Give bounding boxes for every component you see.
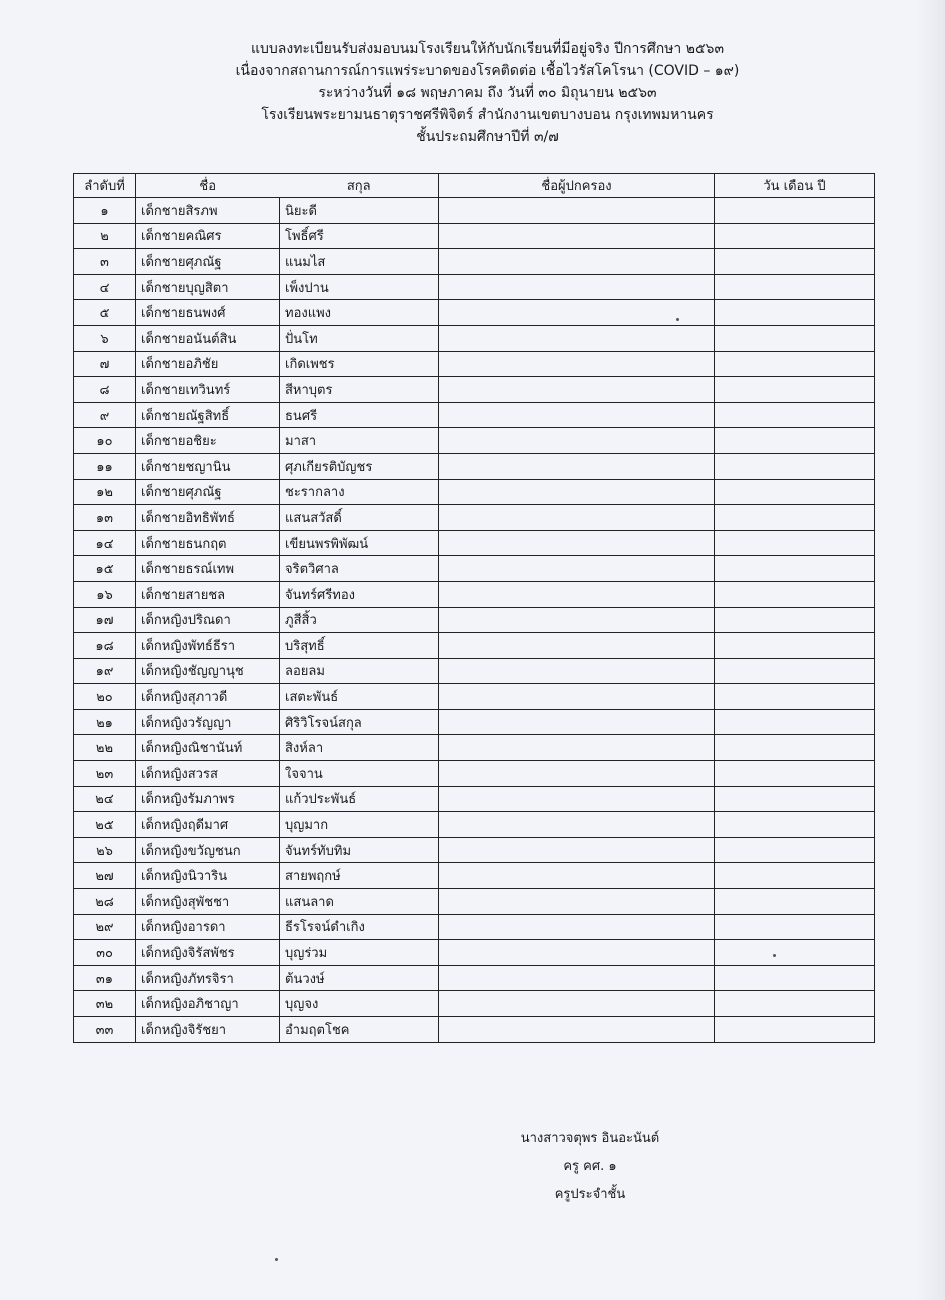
column-header-first-name: ชื่อ [136,174,280,198]
guardian-name-cell [439,377,715,403]
table-row [74,735,875,761]
table-row [74,991,875,1017]
header-school: โรงเรียนพระยามนธาตุราชศรีพิจิตร์ สำนักงานเขตบางบอน กรุงเทพมหานคร [261,107,714,123]
table-row [74,863,875,889]
signature-block [470,1125,710,1209]
column-header-date: วัน เดือน ปี [715,174,875,198]
date-cell [715,325,875,351]
first-name-cell: เด็กชายบุญสิตา [136,274,280,300]
row-number-cell: ๓ [74,249,136,275]
date-cell [715,274,875,300]
header-period: ระหว่างวันที่ ๑๘ พฤษภาคม ถึง วันที่ ๓๐ มิถุนายน ๒๕๖๓ [318,85,657,101]
first-name-cell: เด็กหญิงสวรส [136,761,280,787]
scan-speck [676,318,679,321]
table-row [74,198,875,224]
row-number-cell: ๒๔ [74,786,136,812]
guardian-name-cell [439,812,715,838]
row-number-cell: ๒๒ [74,735,136,761]
table-row [74,1017,875,1043]
row-number-cell: ๒๗ [74,863,136,889]
surname-cell: ปั่นโท [280,325,439,351]
header-reason: เนื่องจากสถานการณ์การแพร่ระบาดของโรคติดต่อ เชื้อไวรัสโคโรนา (COVID – ๑๙) [235,63,740,79]
row-number-cell: ๒๑ [74,709,136,735]
date-cell [715,453,875,479]
table-row [74,889,875,915]
surname-cell: มาสา [280,428,439,454]
page-edge [915,0,945,1300]
first-name-cell: เด็กชายธนพงศ์ [136,300,280,326]
row-number-cell: ๒๕ [74,812,136,838]
surname-cell: จันทร์ทับทิม [280,837,439,863]
surname-cell: เสตะพันธ์ [280,684,439,710]
row-number-cell: ๑ [74,198,136,224]
guardian-name-cell [439,556,715,582]
row-number-cell: ๑๐ [74,428,136,454]
table-row [74,581,875,607]
guardian-name-cell [439,658,715,684]
column-header-guardian: ชื่อผู้ปกครอง [439,174,715,198]
surname-cell: เพ็งปาน [280,274,439,300]
date-cell [715,505,875,531]
row-number-cell: ๑๗ [74,607,136,633]
table-row [74,837,875,863]
guardian-name-cell [439,607,715,633]
date-cell [715,198,875,224]
surname-cell: ธีรโรจน์ดำเกิง [280,914,439,940]
guardian-name-cell [439,735,715,761]
first-name-cell: เด็กหญิงจิรัสพัชร [136,940,280,966]
first-name-cell: เด็กชายอิทธิพัทธ์ [136,505,280,531]
date-cell [715,863,875,889]
first-name-cell: เด็กหญิงฤดีมาศ [136,812,280,838]
teacher-name: นางสาวจตุพร อินอะนันต์ [520,1131,660,1146]
guardian-name-cell [439,274,715,300]
surname-cell: เกิดเพชร [280,351,439,377]
table-row [74,709,875,735]
date-cell [715,300,875,326]
guardian-name-cell [439,709,715,735]
guardian-name-cell [439,428,715,454]
guardian-name-cell [439,530,715,556]
table-row [74,428,875,454]
header-title: แบบลงทะเบียนรับส่งมอบนมโรงเรียนให้กับนักเรียนที่มีอยู่จริง ปีการศึกษา ๒๕๖๓ [250,41,725,57]
guardian-name-cell [439,1017,715,1043]
first-name-cell: เด็กชายธนกฤต [136,530,280,556]
table-row [74,505,875,531]
surname-cell: ใจจาน [280,761,439,787]
guardian-name-cell [439,965,715,991]
table-header-row [74,174,875,198]
table-row [74,223,875,249]
guardian-name-cell [439,940,715,966]
table-row [74,761,875,787]
surname-cell: สิงห์ลา [280,735,439,761]
table-row [74,325,875,351]
surname-cell: บุญร่วม [280,940,439,966]
surname-cell: ลอยลม [280,658,439,684]
guardian-name-cell [439,453,715,479]
first-name-cell: เด็กชายสายชล [136,581,280,607]
table-row [74,556,875,582]
table-row [74,453,875,479]
date-cell [715,223,875,249]
guardian-name-cell [439,761,715,787]
date-cell [715,889,875,915]
date-cell [715,377,875,403]
row-number-cell: ๑๕ [74,556,136,582]
guardian-name-cell [439,479,715,505]
table-row [74,633,875,659]
guardian-name-cell [439,786,715,812]
row-number-cell: ๒๘ [74,889,136,915]
guardian-name-cell [439,991,715,1017]
date-cell [715,581,875,607]
first-name-cell: เด็กชายเทวินทร์ [136,377,280,403]
first-name-cell: เด็กหญิงชัญญานุช [136,658,280,684]
table-row [74,300,875,326]
header-class: ชั้นประถมศึกษาปีที่ ๓/๗ [416,129,559,145]
table-row [74,377,875,403]
surname-cell: ชะรากลาง [280,479,439,505]
guardian-name-cell [439,198,715,224]
guardian-name-cell [439,325,715,351]
row-number-cell: ๒ [74,223,136,249]
table-row [74,249,875,275]
surname-cell: ธนศรี [280,402,439,428]
surname-cell: ศุภเกียรติบัญชร [280,453,439,479]
row-number-cell: ๓๒ [74,991,136,1017]
first-name-cell: เด็กหญิงภัทรจิรา [136,965,280,991]
table-body [74,198,875,1043]
row-number-cell: ๒๓ [74,761,136,787]
guardian-name-cell [439,402,715,428]
first-name-cell: เด็กหญิงรัมภาพร [136,786,280,812]
first-name-cell: เด็กชายธรณ์เทพ [136,556,280,582]
first-name-cell: เด็กชายศุภณัฐ [136,249,280,275]
guardian-name-cell [439,300,715,326]
table-row [74,812,875,838]
surname-cell: ทองแพง [280,300,439,326]
date-cell [715,761,875,787]
guardian-name-cell [439,863,715,889]
guardian-name-cell [439,351,715,377]
first-name-cell: เด็กหญิงปริณดา [136,607,280,633]
row-number-cell: ๑๖ [74,581,136,607]
row-number-cell: ๓๐ [74,940,136,966]
guardian-name-cell [439,889,715,915]
row-number-cell: ๑๔ [74,530,136,556]
first-name-cell: เด็กหญิงอารดา [136,914,280,940]
scan-speck [275,1258,278,1261]
first-name-cell: เด็กหญิงขวัญชนก [136,837,280,863]
date-cell [715,709,875,735]
date-cell [715,530,875,556]
date-cell [715,940,875,966]
guardian-name-cell [439,223,715,249]
row-number-cell: ๓๓ [74,1017,136,1043]
surname-cell: นิยะดี [280,198,439,224]
first-name-cell: เด็กหญิงนิวาริน [136,863,280,889]
scan-speck [773,954,776,957]
surname-cell: ต้นวงษ์ [280,965,439,991]
surname-cell: แก้วประพันธ์ [280,786,439,812]
teacher-role: ครูประจำชั้น [554,1187,626,1202]
row-number-cell: ๘ [74,377,136,403]
table-row [74,940,875,966]
date-cell [715,351,875,377]
surname-cell: จันทร์ศรีทอง [280,581,439,607]
surname-cell: ภูสีสิ้ว [280,607,439,633]
surname-cell: บุญมาก [280,812,439,838]
table-row [74,965,875,991]
row-number-cell: ๑๙ [74,658,136,684]
surname-cell: แสนสวัสดิ์ [280,505,439,531]
guardian-name-cell [439,505,715,531]
first-name-cell: เด็กหญิงสุพัชชา [136,889,280,915]
date-cell [715,1017,875,1043]
first-name-cell: เด็กหญิงจิรัชยา [136,1017,280,1043]
row-number-cell: ๕ [74,300,136,326]
date-cell [715,249,875,275]
date-cell [715,837,875,863]
first-name-cell: เด็กชายชญานิน [136,453,280,479]
table-row [74,607,875,633]
date-cell [715,812,875,838]
surname-cell: จริตวิศาล [280,556,439,582]
first-name-cell: เด็กชายณัฐสิทธิ์ [136,402,280,428]
first-name-cell: เด็กชายคณิศร [136,223,280,249]
row-number-cell: ๑๒ [74,479,136,505]
surname-cell: อำมฤตโชค [280,1017,439,1043]
table-row [74,658,875,684]
first-name-cell: เด็กชายศุภณัฐ [136,479,280,505]
surname-cell: สีหาบุตร [280,377,439,403]
surname-cell: ศิริวิโรจน์สกุล [280,709,439,735]
first-name-cell: เด็กหญิงอภิชาญา [136,991,280,1017]
surname-cell: บริสุทธิ์ [280,633,439,659]
table-row [74,402,875,428]
row-number-cell: ๔ [74,274,136,300]
guardian-name-cell [439,249,715,275]
table-row [74,274,875,300]
date-cell [715,556,875,582]
surname-cell: แสนลาด [280,889,439,915]
column-header-number: ลำดับที่ [74,174,136,198]
first-name-cell: เด็กชายอชิยะ [136,428,280,454]
guardian-name-cell [439,914,715,940]
row-number-cell: ๒๖ [74,837,136,863]
row-number-cell: ๗ [74,351,136,377]
table-row [74,786,875,812]
row-number-cell: ๖ [74,325,136,351]
row-number-cell: ๑๓ [74,505,136,531]
table-row [74,684,875,710]
guardian-name-cell [439,581,715,607]
first-name-cell: เด็กหญิงสุภาวดี [136,684,280,710]
date-cell [715,965,875,991]
date-cell [715,428,875,454]
date-cell [715,479,875,505]
row-number-cell: ๒๐ [74,684,136,710]
row-number-cell: ๓๑ [74,965,136,991]
guardian-name-cell [439,837,715,863]
date-cell [715,607,875,633]
date-cell [715,914,875,940]
teacher-position: ครู คศ. ๑ [563,1159,617,1174]
date-cell [715,786,875,812]
row-number-cell: ๑๑ [74,453,136,479]
table-row [74,479,875,505]
surname-cell: สายพฤกษ์ [280,863,439,889]
surname-cell: เขียนพรพิพัฒน์ [280,530,439,556]
first-name-cell: เด็กหญิงวรัญญา [136,709,280,735]
date-cell [715,735,875,761]
first-name-cell: เด็กชายสิรภพ [136,198,280,224]
first-name-cell: เด็กหญิงพัทธ์ธีรา [136,633,280,659]
document-header [0,38,945,148]
table-row [74,530,875,556]
surname-cell: โพธิ์ศรี [280,223,439,249]
guardian-name-cell [439,684,715,710]
date-cell [715,684,875,710]
date-cell [715,991,875,1017]
date-cell [715,633,875,659]
table-row [74,914,875,940]
surname-cell: แนมไส [280,249,439,275]
table-row [74,351,875,377]
first-name-cell: เด็กชายอนันต์สิน [136,325,280,351]
row-number-cell: ๒๙ [74,914,136,940]
guardian-name-cell [439,633,715,659]
date-cell [715,658,875,684]
row-number-cell: ๙ [74,402,136,428]
row-number-cell: ๑๘ [74,633,136,659]
column-header-surname: สกุล [280,174,439,198]
surname-cell: บุญจง [280,991,439,1017]
student-roster-table [73,173,875,1043]
first-name-cell: เด็กชายอภิชัย [136,351,280,377]
first-name-cell: เด็กหญิงณิชานันท์ [136,735,280,761]
date-cell [715,402,875,428]
